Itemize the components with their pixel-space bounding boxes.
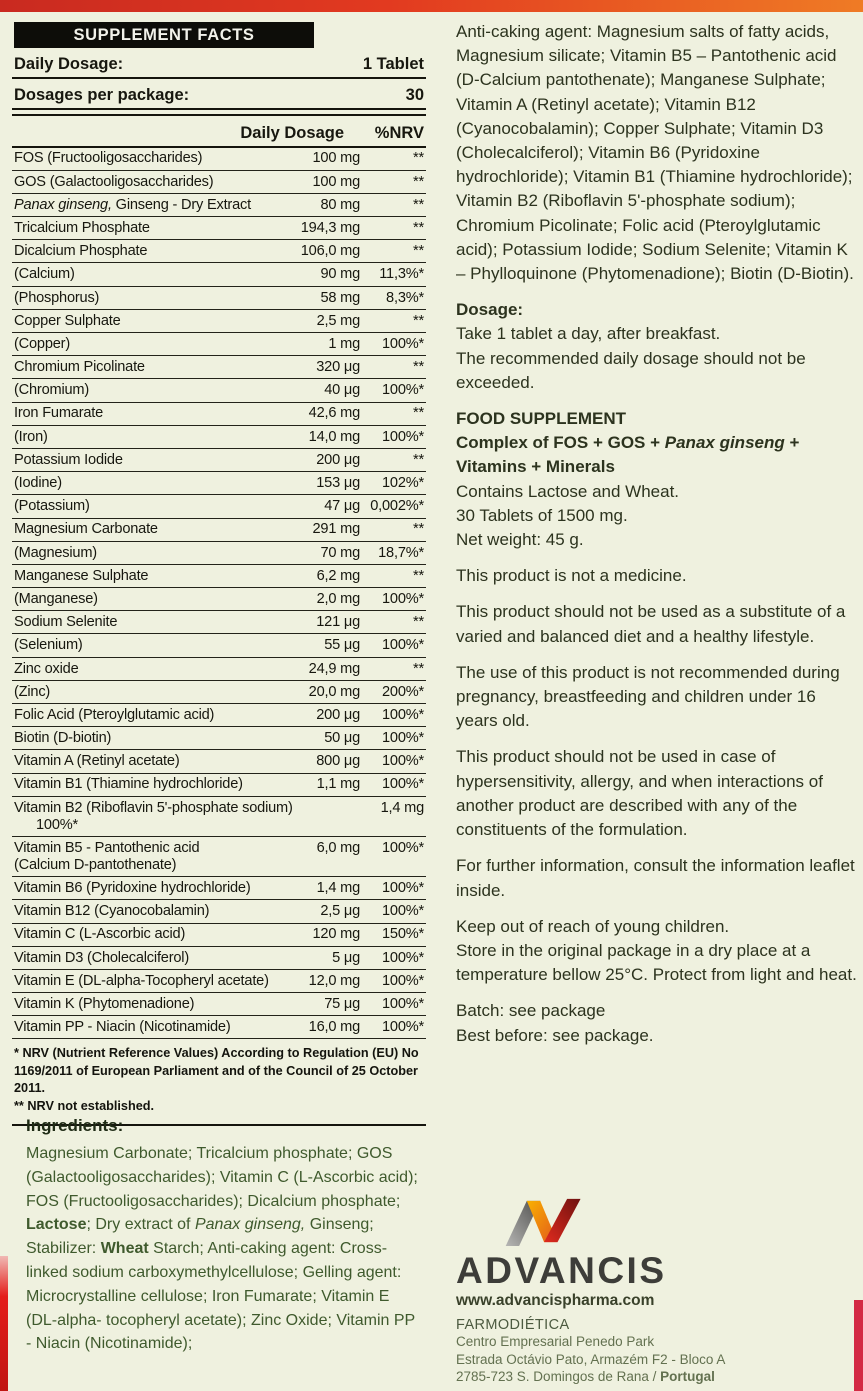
- nutrient-amount: 20,0 mg: [308, 683, 360, 700]
- paragraph: The recommended daily dosage should not be exceeded.: [456, 348, 806, 392]
- nutrient-name: (Potassium): [14, 498, 90, 515]
- nutrient-nrv: **: [413, 567, 424, 584]
- nutrient-nrv: 100%*: [381, 839, 424, 856]
- brand-wordmark: ADVANCIS: [456, 1250, 667, 1291]
- nutrient-name: Zinc oxide: [14, 660, 79, 677]
- daily-dosage-value: 1 Tablet: [362, 55, 424, 73]
- nutrient-amount: 106,0 mg: [300, 243, 360, 260]
- nutrient-row: [12, 611, 426, 634]
- paragraph: Net weight: 45 g.: [456, 530, 584, 550]
- nutrient-name: Magnesium Carbonate: [14, 521, 158, 538]
- nutrient-nrv: 100%*: [381, 753, 424, 770]
- nutrient-amount: 1 mg: [328, 335, 360, 352]
- nutrient-name: Panax ginseng, Ginseng - Dry Extract: [14, 196, 251, 213]
- nutrient-nrv: 100%*: [35, 816, 78, 833]
- nutrient-amount: 200 μg: [316, 451, 360, 468]
- nutrient-nrv: **: [413, 660, 424, 677]
- nutrient-nrv: 100%*: [381, 903, 424, 920]
- paragraph: 30 Tablets of 1500 mg.: [456, 505, 628, 525]
- nutrient-name: Folic Acid (Pteroylglutamic acid): [14, 706, 215, 723]
- table-header-row: [12, 116, 426, 148]
- section-heading: Dosage:: [456, 300, 524, 320]
- nutrient-amount: 2,5 mg: [316, 312, 360, 329]
- paragraph: Anti-caking agent: Magnesium salts of fatty acids, Magnesium silicate; Vitamin B5 – Pantothenic acid (D-Calcium pantothenate); Manganese Sulphate; Vitamin A (Retinyl acetate); Vitamin B12 (Cyanocobalamin); Copper Sulphate; Vitamin D3 (Cholecalciferol); Vitamin B6 (Pyridoxine hydrochloride); Vitamin B1 (Thiamine hydrochloride); Vitamin B2 (Riboflavin 5'-phosphate sodium); Chromium Picolinate; Folic acid (Pteroylglutamic acid); Potassium Iodide; Sodium Selenite; Vitamin K – Phylloquinone (Phytomenadione); Biotin (D-Biotin).: [456, 22, 854, 284]
- supplement-facts-table: [12, 22, 426, 1126]
- nutrient-row: [12, 588, 426, 611]
- nutrient-name: Chromium Picolinate: [14, 359, 145, 376]
- nutrient-row: [12, 565, 426, 588]
- nutrient-nrv: **: [413, 243, 424, 260]
- nutrient-row: [12, 333, 426, 356]
- nutrient-nrv: 100%*: [381, 972, 424, 989]
- nutrient-name-line2: (Calcium D-pantothenate): [14, 856, 177, 873]
- nutrient-amount: 90 mg: [320, 266, 360, 283]
- nutrient-amount: 6,2 mg: [316, 567, 360, 584]
- nutrient-nrv: 0,002%*: [370, 498, 424, 515]
- nutrient-row: [12, 495, 426, 518]
- nutrient-name: Vitamin K (Phytomenadione): [14, 995, 195, 1012]
- nutrient-amount: 100 mg: [312, 173, 360, 190]
- nutrient-row: [12, 727, 426, 750]
- ingredients-section: [26, 1116, 424, 1356]
- nutrient-row: [12, 449, 426, 472]
- nutrient-row: [12, 403, 426, 426]
- nutrient-nrv: **: [413, 150, 424, 167]
- nutrient-name: (Copper): [14, 335, 70, 352]
- nutrient-row: [12, 148, 426, 171]
- nutrient-row: [12, 947, 426, 970]
- nutrient-amount: 800 μg: [316, 753, 360, 770]
- nutrient-amount: 80 mg: [320, 196, 360, 213]
- nutrient-nrv: 100%*: [381, 730, 424, 747]
- nutrient-row: [12, 472, 426, 495]
- nutrient-nrv: **: [413, 219, 424, 236]
- nutrient-nrv: 11,3%*: [379, 266, 424, 283]
- nutrient-name: Vitamin C (L-Ascorbic acid): [14, 926, 186, 943]
- nutrient-nrv: **: [413, 312, 424, 329]
- nutrient-row: [12, 837, 426, 877]
- nutrient-amount: 100 mg: [312, 150, 360, 167]
- nutrient-amount: 40 μg: [324, 382, 360, 399]
- nutrient-amount: 200 μg: [316, 706, 360, 723]
- nutrient-amount: 2,0 mg: [316, 590, 360, 607]
- paragraph: Keep out of reach of young children.: [456, 916, 730, 936]
- nutrient-name: Vitamin B12 (Cyanocobalamin): [14, 903, 210, 920]
- nutrient-name: Copper Sulphate: [14, 312, 121, 329]
- address-line: Estrada Octávio Pato, Armazém F2 - Bloco A: [456, 1351, 726, 1367]
- nutrient-nrv: 100%*: [381, 880, 424, 897]
- nutrient-row: [12, 634, 426, 657]
- dosages-per-package-row: [12, 79, 426, 110]
- nutrient-nrv: **: [413, 173, 424, 190]
- nutrient-row: [12, 900, 426, 923]
- nutrient-amount: 58 mg: [320, 289, 360, 306]
- dosages-per-package-value: 30: [405, 86, 424, 104]
- nutrient-amount: 47 μg: [324, 498, 360, 515]
- section-heading: FOOD SUPPLEMENT: [456, 409, 627, 429]
- paragraph: Store in the original package in a dry place at a temperature bellow 25°C. Protect from light and heat.: [456, 940, 857, 985]
- nutrient-row: [12, 774, 426, 797]
- nutrient-nrv: 100%*: [381, 949, 424, 966]
- nutrient-nrv: 100%*: [381, 637, 424, 654]
- paragraph: Batch: see package: [456, 1001, 606, 1021]
- nutrient-nrv: 200%*: [381, 683, 424, 700]
- daily-dosage-row: [12, 48, 426, 79]
- nutrient-nrv: 100%*: [381, 428, 424, 445]
- nutrient-name: Sodium Selenite: [14, 614, 118, 631]
- nutrient-name: Potassium Iodide: [14, 451, 123, 468]
- nutrient-nrv: 18,7%*: [378, 544, 424, 561]
- paragraph: Contains Lactose and Wheat.: [456, 481, 680, 501]
- paragraph: Best before: see package.: [456, 1025, 654, 1045]
- nutrient-row: [12, 877, 426, 900]
- nutrient-row: [12, 993, 426, 1016]
- nutrient-name: Vitamin E (DL-alpha-Tocopheryl acetate): [14, 972, 269, 989]
- nutrient-name: GOS (Galactooligosaccharides): [14, 173, 214, 190]
- nutrient-nrv: **: [413, 196, 424, 213]
- company-name: FARMODIÉTICA: [456, 1317, 570, 1333]
- ingredients-title: Ingredients:: [26, 1116, 124, 1135]
- nutrient-amount: 6,0 mg: [316, 839, 360, 856]
- nutrient-amount: 70 mg: [320, 544, 360, 561]
- nutrient-row: [12, 240, 426, 263]
- package-edge-left: [0, 1256, 8, 1391]
- nutrient-amount: 320 μg: [316, 359, 360, 376]
- paragraph: This product should not be used in case of hypersensitivity, allergy, and when interactions of another product are described with any of the constituents of the formulation.: [456, 747, 823, 840]
- nrv-footnote: [12, 1039, 426, 1125]
- nrv-footnote-line1: * NRV (Nutrient Reference Values) According to Regulation (EU) No 1169/2011 of European Parliament and of the Council of 25 October 2011.: [14, 1046, 419, 1096]
- nutrient-name: Vitamin A (Retinyl acetate): [14, 753, 180, 770]
- nutrient-name: Vitamin PP - Niacin (Nicotinamide): [14, 1019, 231, 1036]
- manufacturer-block: [456, 1192, 856, 1386]
- nutrient-name: FOS (Fructooligosaccharides): [14, 150, 203, 167]
- paragraph: This product should not be used as a substitute of a varied and balanced diet and a healthy lifestyle.: [456, 602, 846, 646]
- nutrient-row: [12, 704, 426, 727]
- nutrient-name: Vitamin D3 (Cholecalciferol): [14, 949, 189, 966]
- nutrient-amount: 120 mg: [312, 926, 360, 943]
- paragraph: This product is not a medicine.: [456, 566, 687, 586]
- nutrient-name: (Iron): [14, 428, 48, 445]
- nutrient-name: Biotin (D-biotin): [14, 730, 112, 747]
- nutrient-name: (Calcium): [14, 266, 75, 283]
- nutrient-nrv: 100%*: [381, 706, 424, 723]
- nutrient-row: [12, 681, 426, 704]
- nutrient-row: [12, 797, 426, 837]
- nutrient-name: Dicalcium Phosphate: [14, 243, 148, 260]
- nutrient-row: [12, 1016, 426, 1039]
- nutrient-row: [12, 310, 426, 333]
- nutrient-name: (Iodine): [14, 475, 62, 492]
- nutrient-amount: 24,9 mg: [308, 660, 360, 677]
- address-line: Centro Empresarial Penedo Park: [456, 1334, 655, 1349]
- website-url: www.advancispharma.com: [456, 1292, 655, 1309]
- nutrient-amount: 121 μg: [316, 614, 360, 631]
- nutrient-amount: 1,1 mg: [316, 776, 360, 793]
- nutrient-nrv: 100%*: [381, 1019, 424, 1036]
- nutrient-amount: 55 μg: [324, 637, 360, 654]
- nutrient-name: Iron Fumarate: [14, 405, 104, 422]
- nutrient-amount: 1,4 mg: [316, 880, 360, 897]
- nutrient-nrv: 100%*: [381, 590, 424, 607]
- nutrient-row: [12, 217, 426, 240]
- nutrient-amount: 153 μg: [316, 475, 360, 492]
- nutrient-name: Manganese Sulphate: [14, 567, 149, 584]
- nutrient-amount: 14,0 mg: [308, 428, 360, 445]
- nutrient-row: [12, 171, 426, 194]
- nutrient-nrv: 100%*: [381, 995, 424, 1012]
- nutrient-amount: 5 μg: [332, 949, 360, 966]
- ingredients-text: Magnesium Carbonate; Tricalcium phosphate; GOS (Galactooligosaccharides); Vitamin C (L-Ascorbic acid); FOS (Fructooligosaccharides); Dicalcium phosphate; Lactose; Dry extract of Panax ginseng, Ginseng; Stabilizer: Wheat Starch; Anti-caking agent: Cross-linked sodium carboxymethylcellulose; Gelling agent: Microcrystalline cellulose; Iron Fumarate; Vitamin E (DL-alpha- tocopheryl acetate); Zinc Oxide; Vitamin PP - Niacin (Nicotinamide);: [26, 1145, 418, 1353]
- nutrient-amount: 42,6 mg: [308, 405, 360, 422]
- nutrient-name: Vitamin B6 (Pyridoxine hydrochloride): [14, 880, 251, 897]
- nutrient-row: [12, 542, 426, 565]
- nutrient-name: (Zinc): [14, 683, 51, 700]
- nutrient-nrv: 150%*: [381, 926, 424, 943]
- nutrient-nrv: 100%*: [381, 382, 424, 399]
- nutrient-row: [12, 750, 426, 773]
- nutrient-nrv: **: [413, 359, 424, 376]
- nutrient-nrv: **: [413, 405, 424, 422]
- package-edge-top: [0, 0, 863, 12]
- nutrient-name: Vitamin B5 - Pantothenic acid: [14, 839, 200, 856]
- nutrient-name: (Manganese): [14, 590, 98, 607]
- paragraph: Take 1 tablet a day, after breakfast.: [456, 324, 721, 344]
- nutrient-row: [12, 519, 426, 542]
- nutrient-nrv: 102%*: [381, 475, 424, 492]
- advancis-swoosh-icon: [498, 1192, 594, 1250]
- paragraph: For further information, consult the information leaflet inside.: [456, 856, 855, 900]
- paragraph: Complex of FOS + GOS + Panax ginseng + Vitamins + Minerals: [456, 433, 800, 477]
- address-line: 2785-723 S. Domingos de Rana / Portugal: [456, 1369, 715, 1384]
- nutrient-nrv: **: [413, 521, 424, 538]
- nutrient-row: [12, 263, 426, 286]
- nutrient-amount: 12,0 mg: [308, 972, 360, 989]
- nutrient-nrv: **: [413, 614, 424, 631]
- supplement-facts-title: SUPPLEMENT FACTS: [14, 22, 314, 48]
- dosages-per-package-label: Dosages per package:: [14, 86, 190, 104]
- nutrient-amount: 75 μg: [324, 995, 360, 1012]
- nutrient-name: (Chromium): [14, 382, 90, 399]
- nutrient-name: Vitamin B1 (Thiamine hydrochloride): [14, 776, 243, 793]
- nutrient-row: [12, 194, 426, 217]
- nutrient-nrv: 100%*: [381, 776, 424, 793]
- nutrient-name: Vitamin B2 (Riboflavin 5'-phosphate sodium): [14, 799, 293, 816]
- nutrient-row: [12, 356, 426, 379]
- nutrient-row: [12, 379, 426, 402]
- column-header-nrv: %NRV: [374, 123, 424, 142]
- nutrient-name: Tricalcium Phosphate: [14, 219, 150, 236]
- nutrient-row: [12, 924, 426, 947]
- paragraph: The use of this product is not recommended during pregnancy, breastfeeding and children under 16 years old.: [456, 662, 840, 731]
- nutrient-rows: [12, 148, 426, 1040]
- nutrient-nrv: **: [413, 451, 424, 468]
- nutrient-nrv: 100%*: [381, 335, 424, 352]
- nutrient-amount: 16,0 mg: [308, 1019, 360, 1036]
- nutrient-amount: 291 mg: [312, 521, 360, 538]
- right-column: [456, 20, 859, 1048]
- nutrient-name: (Phosphorus): [14, 289, 100, 306]
- nutrient-row: [12, 426, 426, 449]
- nutrient-row: [12, 970, 426, 993]
- nutrient-nrv: 8,3%*: [386, 289, 424, 306]
- nutrient-name: (Selenium): [14, 637, 83, 654]
- daily-dosage-label: Daily Dosage:: [14, 55, 124, 73]
- nutrient-amount: 1,4 mg: [380, 799, 424, 816]
- nutrient-row: [12, 658, 426, 681]
- column-header-amount: Daily Dosage: [240, 123, 344, 142]
- nutrient-amount: 50 μg: [324, 730, 360, 747]
- nrv-footnote-line2: ** NRV not established.: [14, 1098, 155, 1113]
- nutrient-row: [12, 287, 426, 310]
- nutrient-name: (Magnesium): [14, 544, 97, 561]
- nutrient-amount: 2,5 μg: [320, 903, 360, 920]
- nutrient-amount: 194,3 mg: [300, 219, 360, 236]
